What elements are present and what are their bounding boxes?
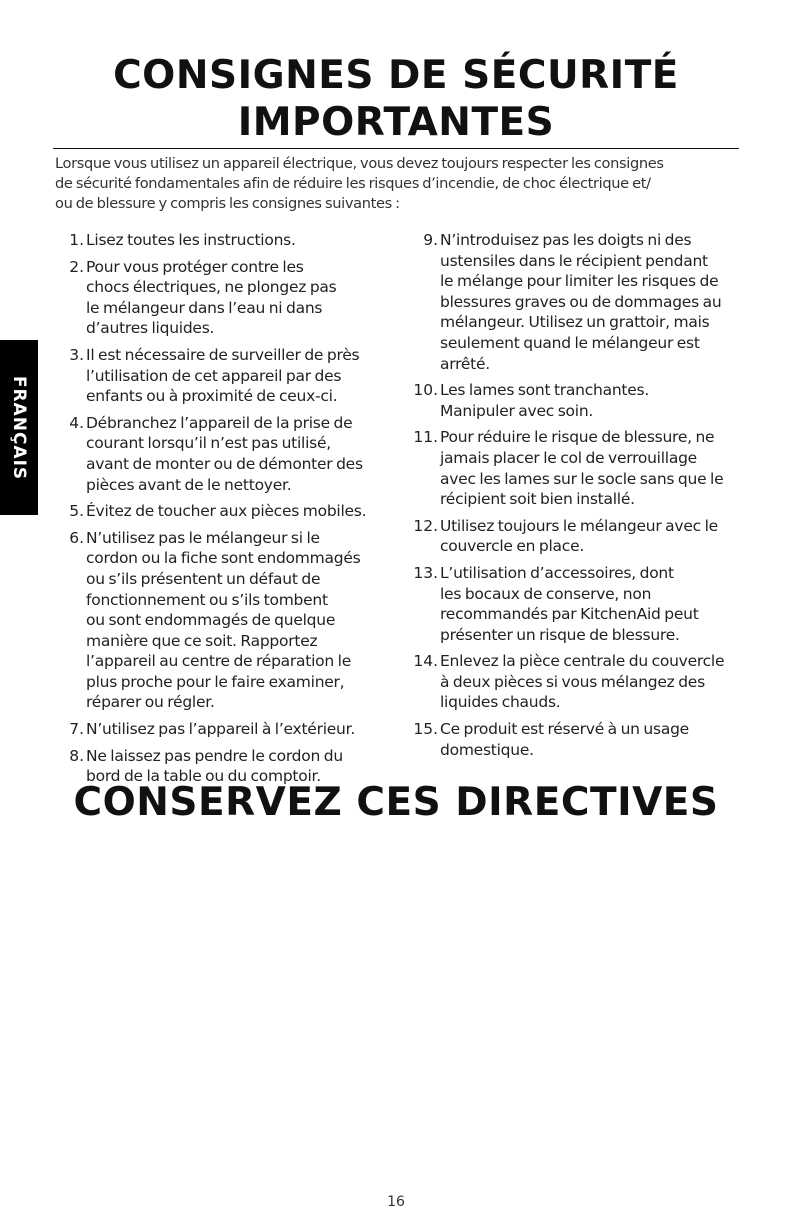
list-item-text [86,501,400,522]
list-item-text [86,230,400,251]
list-item-line: ustensiles dans le récipient pendant [440,251,708,270]
list-item-line: domestique. [440,740,534,759]
list-item-text [86,719,400,740]
list-item-line: couvercle en place. [440,537,585,556]
intro-paragraph [55,154,745,214]
list-item [410,427,750,509]
list-item-line: Utilisez toujours le mélangeur avec le [440,516,718,535]
list-item-line: bord de la table ou du comptoir. [86,767,321,786]
list-item-line: manière que ce soit. Rapportez [86,631,318,650]
list-item-line: liquides chauds. [440,693,561,712]
list-item-number: 6. [69,528,84,547]
list-item-text [440,719,750,760]
list-item-text [86,257,400,339]
list-item [60,413,400,495]
list-item-line: L’utilisation d’accessoires, dont [440,563,674,582]
list-item-line: le mélange pour limiter les risques de [440,272,719,291]
list-item-number: 11. [413,428,438,447]
list-item [60,257,400,339]
list-item-number: 13. [413,563,438,582]
list-item-line: Les lames sont tranchantes. [440,381,650,400]
intro-line: ou de blessure y compris les consignes suivantes : [55,195,400,212]
list-item-text [440,427,750,509]
list-item-line: N’utilisez pas l’appareil à l’extérieur. [86,720,355,739]
list-item-number: 9. [423,231,438,249]
page-title-line-2: IMPORTANTES [237,100,555,145]
list-item-text [440,516,750,557]
list-item-line: présenter un risque de blessure. [440,625,680,644]
list-item-line: seulement quand le mélangeur est [440,333,700,352]
footer-title: CONSERVEZ CES DIRECTIVES [73,780,719,825]
list-item-line: plus proche pour le faire examiner, [86,672,345,691]
list-item-number: 1. [69,231,84,249]
list-item-number: 3. [69,345,84,364]
list-item-line: blessures graves ou de dommages au [440,292,722,311]
list-item-line: réparer ou régler. [86,693,215,712]
list-item-line: Enlevez la pièce centrale du couvercle [440,652,725,671]
list-item-line: enfants ou à proximité de ceux-ci. [86,387,338,406]
intro-line: Lorsque vous utilisez un appareil électrique, vous devez toujours respecter les consignes [55,155,664,172]
list-item-line: jamais placer le col de verrouillage [440,448,697,467]
list-item-number: 10. [413,381,438,400]
list-item-line: arrêté. [440,354,490,373]
list-item-line: N’introduisez pas les doigts ni des [440,231,692,249]
list-item-line: chocs électriques, ne plongez pas [86,278,337,297]
list-item-text [440,651,750,713]
list-item-line: Il est nécessaire de surveiller de près [86,345,360,364]
list-item [410,563,750,645]
intro-line: de sécurité fondamentales afin de réduire les risques d’incendie, de choc électrique et/ [55,175,651,192]
list-item-line: ou s’ils présentent un défaut de [86,569,321,588]
list-item-line: Pour réduire le risque de blessure, ne [440,428,715,447]
list-item-line: ou sont endommagés de quelque [86,611,336,630]
list-item-line: Pour vous protéger contre les [86,257,304,276]
list-item-number: 8. [69,746,84,765]
list-item-number: 7. [69,720,84,739]
list-item-line: avant de monter ou de démonter des [86,454,363,473]
list-item-number: 15. [413,720,438,739]
list-item-line: d’autres liquides. [86,319,215,338]
page-number: 16 [387,1194,405,1210]
list-item [410,651,750,713]
list-item-line: les bocaux de conserve, non [440,584,652,603]
list-item-number: 14. [413,652,438,671]
list-item-line: Manipuler avec soin. [440,401,594,420]
list-item-line: Lisez toutes les instructions. [86,231,296,249]
list-item [60,230,400,251]
list-item-line: courant lorsqu’il n’est pas utilisé, [86,434,331,453]
list-item-line: recommandés par KitchenAid peut [440,605,699,624]
list-item-line: récipient soit bien installé. [440,490,635,509]
list-item [410,230,750,374]
title-divider [53,148,739,149]
list-item [60,345,400,407]
list-item-number: 12. [413,516,438,535]
list-item-number: 5. [69,502,84,521]
list-item-text [86,528,400,713]
list-item-text [86,413,400,495]
page-title-line-1: CONSIGNES DE SÉCURITÉ [113,53,679,98]
list-item-line: à deux pièces si vous mélangez des [440,672,705,691]
language-side-tab [0,340,38,515]
list-item-text [440,563,750,645]
list-item-line: Évitez de toucher aux pièces mobiles. [86,502,367,521]
list-item-text [440,230,750,374]
list-item-number: 4. [69,413,84,432]
left-column-list [60,230,400,793]
list-item-line: l’utilisation de cet appareil par des [86,366,342,385]
list-item [410,719,750,760]
list-item [60,501,400,522]
page-title [0,52,792,146]
language-side-tab-label: FRANÇAIS [9,375,29,480]
list-item-text [86,345,400,407]
list-item-line: Ne laissez pas pendre le cordon du [86,746,343,765]
list-item-line: l’appareil au centre de réparation le [86,652,352,671]
list-item [410,380,750,421]
list-item [60,719,400,740]
list-item-line: cordon ou la fiche sont endommagés [86,549,361,568]
list-item-line: fonctionnement ou s’ils tombent [86,590,328,609]
list-item-text [440,380,750,421]
list-item-line: pièces avant de le nettoyer. [86,475,292,494]
list-item-number: 2. [69,257,84,276]
list-item [410,516,750,557]
list-item-line: le mélangeur dans l’eau ni dans [86,298,323,317]
list-item-line: N’utilisez pas le mélangeur si le [86,528,320,547]
list-item-line: Débranchez l’appareil de la prise de [86,413,353,432]
list-item [60,528,400,713]
list-item-line: avec les lames sur le socle sans que le [440,469,724,488]
list-item-line: Ce produit est réservé à un usage [440,720,689,739]
right-column-list [410,230,750,766]
list-item-line: mélangeur. Utilisez un grattoir, mais [440,313,710,332]
